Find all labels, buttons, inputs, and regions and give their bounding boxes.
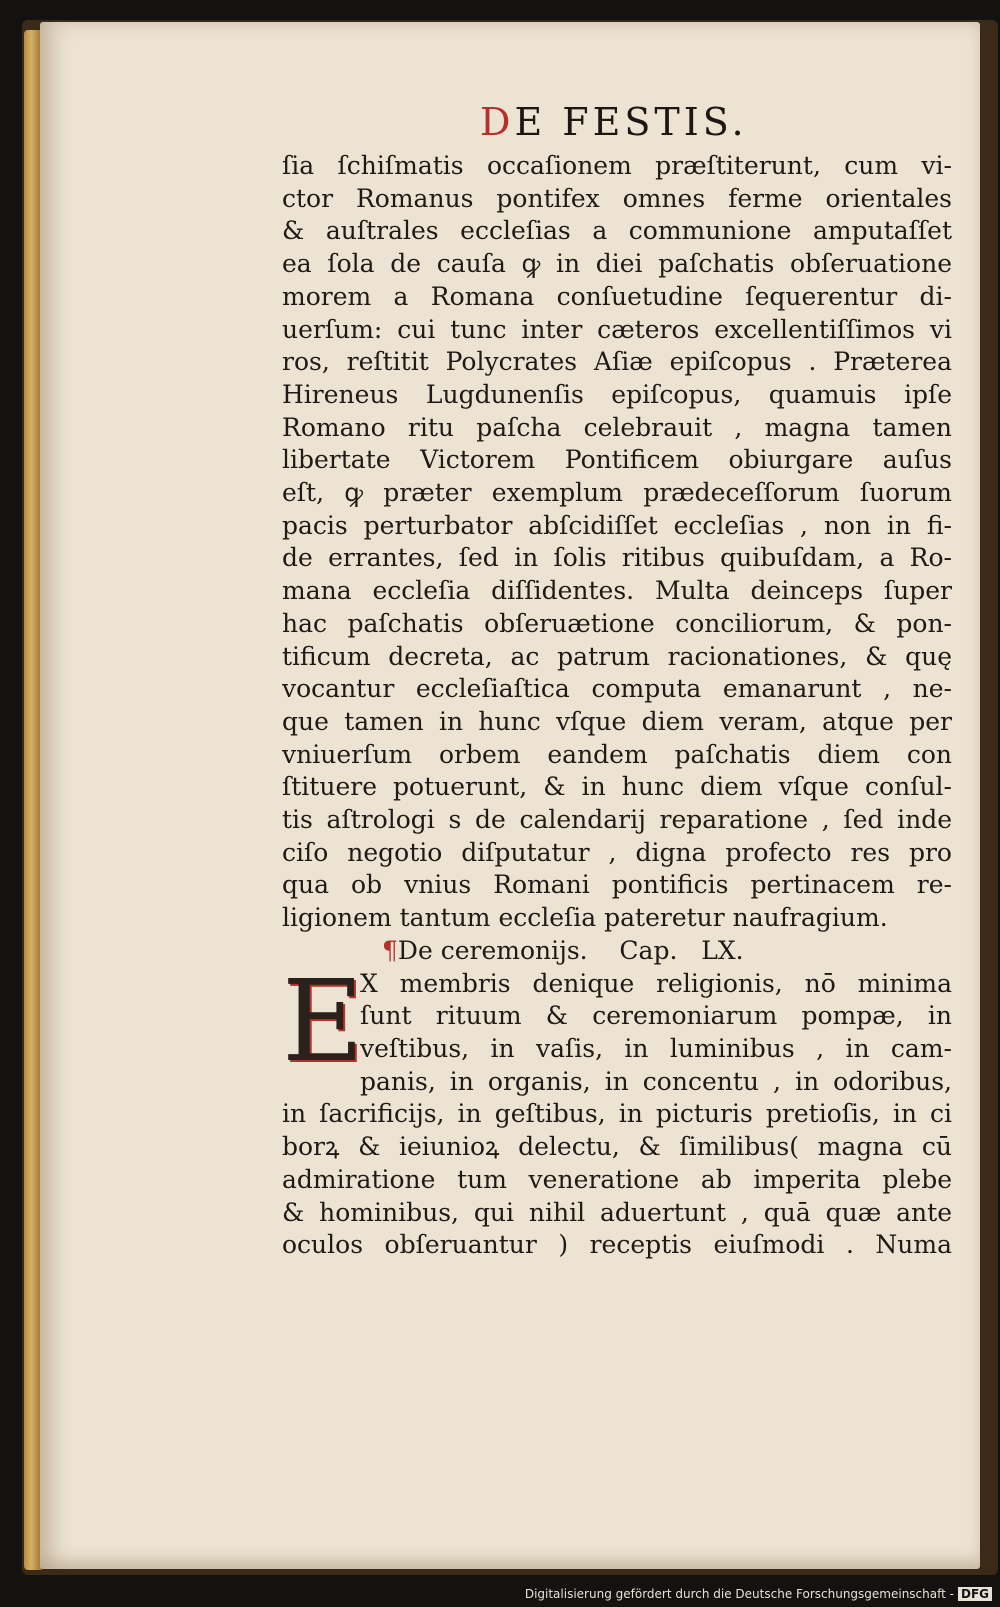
chapter-heading	[282, 935, 952, 968]
chapter-number: LX.	[701, 935, 744, 965]
text-line: ros, reſtitit Polycrates Aſiæ epiſcopus . Præterea	[282, 347, 952, 377]
text-line: vniuerſum orbem eandem paſchatis diem con	[282, 739, 952, 769]
text-line: ctor Romanus pontifex omnes ferme orientales	[282, 183, 952, 213]
text-line: libertate Victorem Pontificem obiurgare auſus	[282, 445, 952, 475]
text-line: Hireneus Lugdunenſis epiſcopus, quamuis ipſe	[282, 379, 952, 409]
chapter-cap: Cap.	[619, 935, 678, 965]
text-line: ſunt rituum & ceremoniarum pompæ, in	[360, 1001, 952, 1031]
main-paragraph	[282, 150, 952, 935]
digitization-credit	[525, 1587, 992, 1601]
text-line: ligionem tantum eccleſia pateretur naufragium.	[282, 903, 888, 933]
text-line: que tamen in hunc vſque diem veram, atque per	[282, 706, 952, 736]
text-line: & auſtrales eccleſias a communione amputaſſet	[282, 216, 952, 246]
text-line: uerſum: cui tunc inter cæteros excellentiſſimos vi	[282, 314, 952, 344]
text-line: in ſacrificijs, in geſtibus, in picturis pretioſis, in ci	[282, 1099, 952, 1129]
text-line: pacis perturbator abſcidiſſet eccleſias , non in fi-	[282, 510, 952, 540]
text-line: ſtituere potuerunt, & in hunc diem vſque conſul-	[282, 772, 952, 802]
text-line: & hominibus, qui nihil aduertunt , quā quæ ante	[282, 1197, 952, 1227]
text-line: borꝝ & ieiunioꝝ delectu, & ſimilibus( magna cū	[282, 1132, 952, 1162]
text-line: admiratione tum veneratione ab imperita plebe	[282, 1164, 952, 1194]
text-line: de errantes, ſed in ſolis ritibus quibuſdam, a Ro-	[282, 543, 952, 573]
dropcap-block	[282, 956, 952, 1099]
text-line: ſia ſchiſmatis occaſionem præſtiterunt, cum vi-	[282, 151, 952, 180]
text-line: ea ſola de cauſa ꝙ in diei paſchatis obſeruatione	[282, 249, 952, 279]
dropcap-lines	[282, 956, 952, 1099]
chapter-title: De ceremonijs.	[397, 935, 588, 965]
text-line: tificum decreta, ac patrum racionationes, & quę	[282, 641, 952, 671]
pilcrow-mark: ¶	[382, 935, 398, 965]
text-line: eſt, ꝙ præter exemplum prædeceſſorum ſuorum	[282, 478, 952, 508]
running-head-initial: D	[480, 100, 515, 144]
dropcap-initial: E	[282, 956, 364, 1087]
text-line: hac paſchatis obſeruætione conciliorum, & pon-	[282, 608, 952, 638]
text-line: tis aſtrologi s de calendarij reparatione , ſed inde	[282, 805, 952, 835]
closing-paragraph	[282, 1098, 952, 1262]
text-line: panis, in organis, in concentu , in odoribus,	[360, 1066, 952, 1096]
text-line: vocantur eccleſiaſtica computa emanarunt , ne-	[282, 674, 952, 704]
text-line: morem a Romana conſuetudine ſequerentur di-	[282, 281, 952, 311]
credit-text: Digitalisierung gefördert durch die Deutsche Forschungsgemeinschaft -	[524, 1587, 954, 1601]
text-line: Romano ritu paſcha celebrauit , magna tamen	[282, 412, 952, 442]
text-line: qua ob vnius Romani pontificis pertinacem re-	[282, 870, 952, 900]
text-line: veſtibus, in vaſis, in luminibus , in cam-	[360, 1033, 952, 1063]
running-head	[480, 100, 748, 144]
text-line: ciſo negotio diſputatur , digna profecto res pro	[282, 837, 952, 867]
text-line: mana eccleſia diſſidentes. Multa deinceps ſuper	[282, 576, 952, 606]
dfg-logo: DFG	[958, 1587, 992, 1601]
text-line: oculos obſeruantur ) receptis eiuſmodi . Numa	[282, 1230, 952, 1260]
body-text	[282, 150, 952, 1262]
text-line: X membris denique religionis, nō minima	[360, 968, 952, 998]
running-head-text: E FESTIS.	[514, 100, 748, 144]
